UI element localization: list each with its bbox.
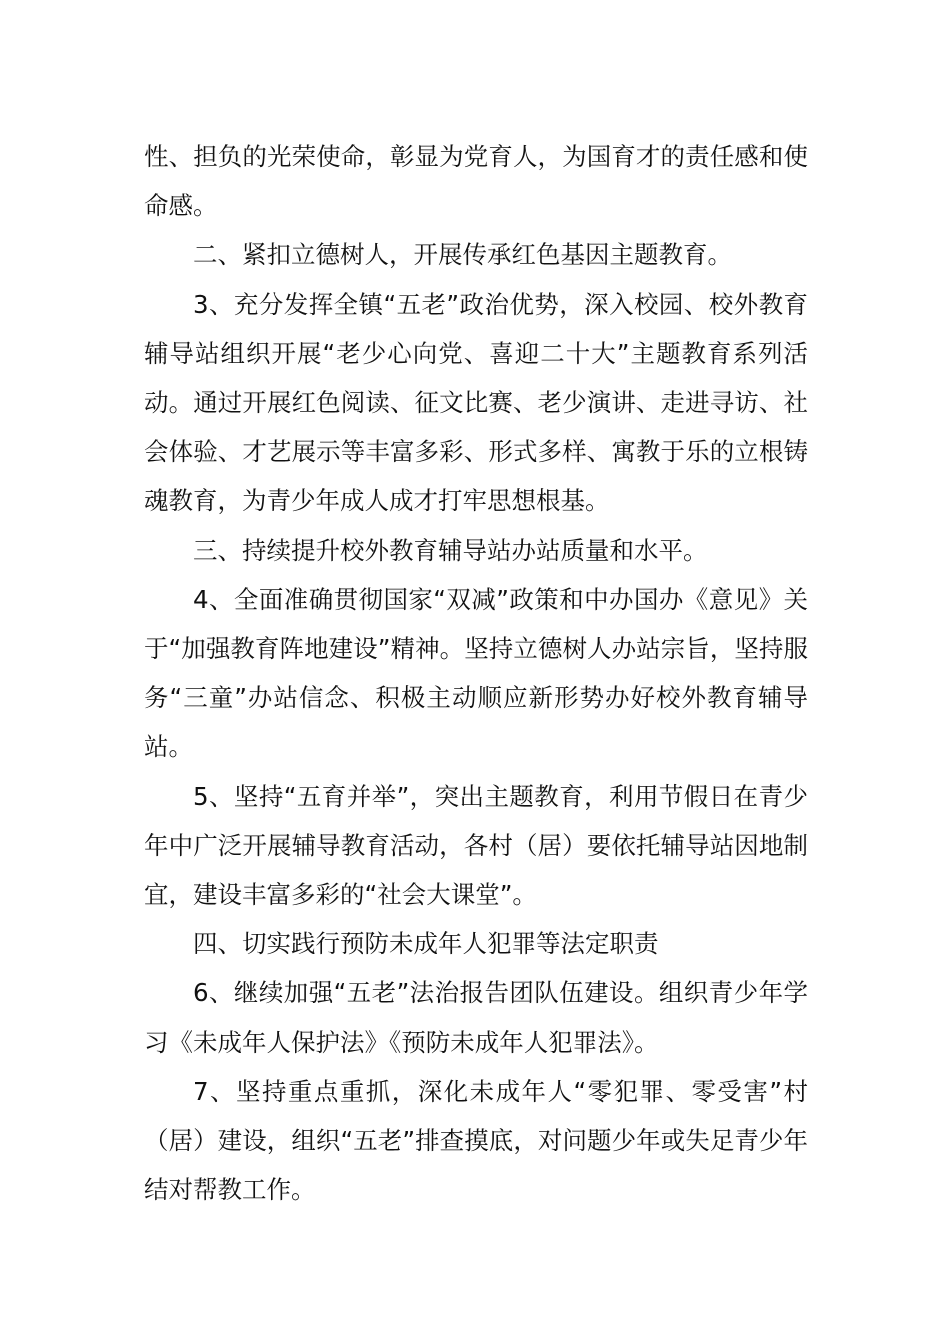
paragraph-item-6: 6、继续加强“五老”法治报告团队伍建设。组织青少年学习《未成年人保护法》《预防未成年人犯罪法》。 [144, 978, 808, 1057]
section-heading-3: 三、持续提升校外教育辅导站办站质量和水平。 [193, 535, 708, 565]
paragraph-item-5: 5、坚持“五育并举”，突出主题教育，利用节假日在青少年中广泛开展辅导教育活动，各村（居）要依托辅导站因地制宜，建设丰富多彩的“社会大课堂”。 [144, 781, 808, 910]
document-body [144, 132, 808, 1214]
section-heading-2: 二、紧扣立德树人，开展传承红色基因主题教育。 [193, 240, 732, 270]
paragraph-continuation: 性、担负的光荣使命，彰显为党育人，为国育才的责任感和使命感。 [144, 142, 808, 221]
paragraph-item-4: 4、全面准确贯彻国家“双减”政策和中办国办《意见》关于“加强教育阵地建设”精神。坚持立德树人办站宗旨，坚持服务“三童”办站信念、积极主动顺应新形势办好校外教育辅导站。 [144, 584, 808, 762]
section-heading-4: 四、切实践行预防未成年人犯罪等法定职责 [193, 929, 659, 959]
paragraph-item-3: 3、充分发挥全镇“五老”政治优势，深入校园、校外教育辅导站组织开展“老少心向党、喜迎二十大”主题教育系列活动。通过开展红色阅读、征文比赛、老少演讲、走进寻访、社会体验、才艺展示等丰富多彩、形式多样、寓教于乐的立根铸魂教育，为青少年成人成才打牢思想根基。 [144, 289, 808, 516]
paragraph-item-7: 7、坚持重点重抓，深化未成年人“零犯罪、零受害”村（居）建设，组织“五老”排查摸底，对问题少年或失足青少年结对帮教工作。 [144, 1076, 808, 1205]
